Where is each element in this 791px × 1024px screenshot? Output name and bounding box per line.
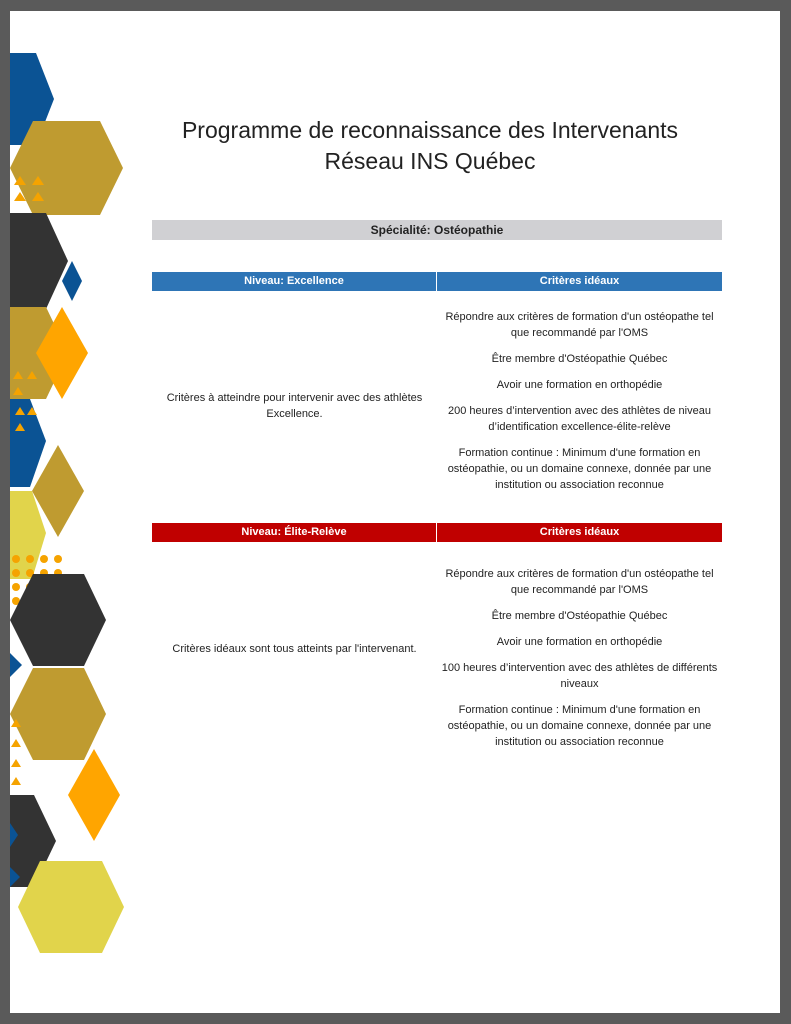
criteria-list-excellence bbox=[437, 309, 722, 503]
level-description-elite-releve: Critères idéaux sont tous atteints par l'intervenant. bbox=[172, 643, 417, 655]
criteria-item: Être membre d'Ostéopathie Québec bbox=[491, 610, 668, 622]
criteria-item: Formation continue : Minimum d'une formation en ostéopathie, ou un domaine connexe, donnée par une institution ou association reconnue bbox=[447, 704, 712, 748]
criteria-item: Répondre aux critères de formation d'un ostéopathe tel que recommandé par l'OMS bbox=[445, 568, 714, 596]
level-header-excellence: Niveau: Excellence bbox=[152, 272, 436, 291]
criteria-item: 200 heures d’intervention avec des athlètes de niveau d’identification excellence-élite-relève bbox=[448, 405, 711, 433]
criteria-item: Formation continue : Minimum d'une formation en ostéopathie, ou un domaine connexe, donnée par une institution ou association reconnue bbox=[447, 447, 712, 491]
title-line-2: Réseau INS Québec bbox=[324, 148, 536, 174]
criteria-item: 100 heures d’intervention avec des athlètes de différents niveaux bbox=[441, 662, 718, 690]
criteria-item: Répondre aux critères de formation d'un ostéopathe tel que recommandé par l'OMS bbox=[445, 311, 714, 339]
level-header-elite-releve: Niveau: Élite-Relève bbox=[152, 523, 436, 542]
title-line-1: Programme de reconnaissance des Intervenants bbox=[181, 117, 679, 143]
criteria-item: Être membre d'Ostéopathie Québec bbox=[491, 353, 668, 365]
criteria-item: Avoir une formation en orthopédie bbox=[496, 636, 663, 648]
specialty-bar: Spécialité: Ostéopathie bbox=[152, 220, 722, 240]
criteria-header-elite-releve: Critères idéaux bbox=[437, 523, 722, 542]
page-title bbox=[110, 115, 750, 177]
criteria-item: Avoir une formation en orthopédie bbox=[496, 379, 663, 391]
level-description-excellence: Critères à atteindre pour intervenir avec des athlètes Excellence. bbox=[166, 392, 423, 420]
document-page bbox=[10, 11, 780, 1013]
criteria-list-elite-releve bbox=[437, 566, 722, 760]
criteria-header-excellence: Critères idéaux bbox=[437, 272, 722, 291]
